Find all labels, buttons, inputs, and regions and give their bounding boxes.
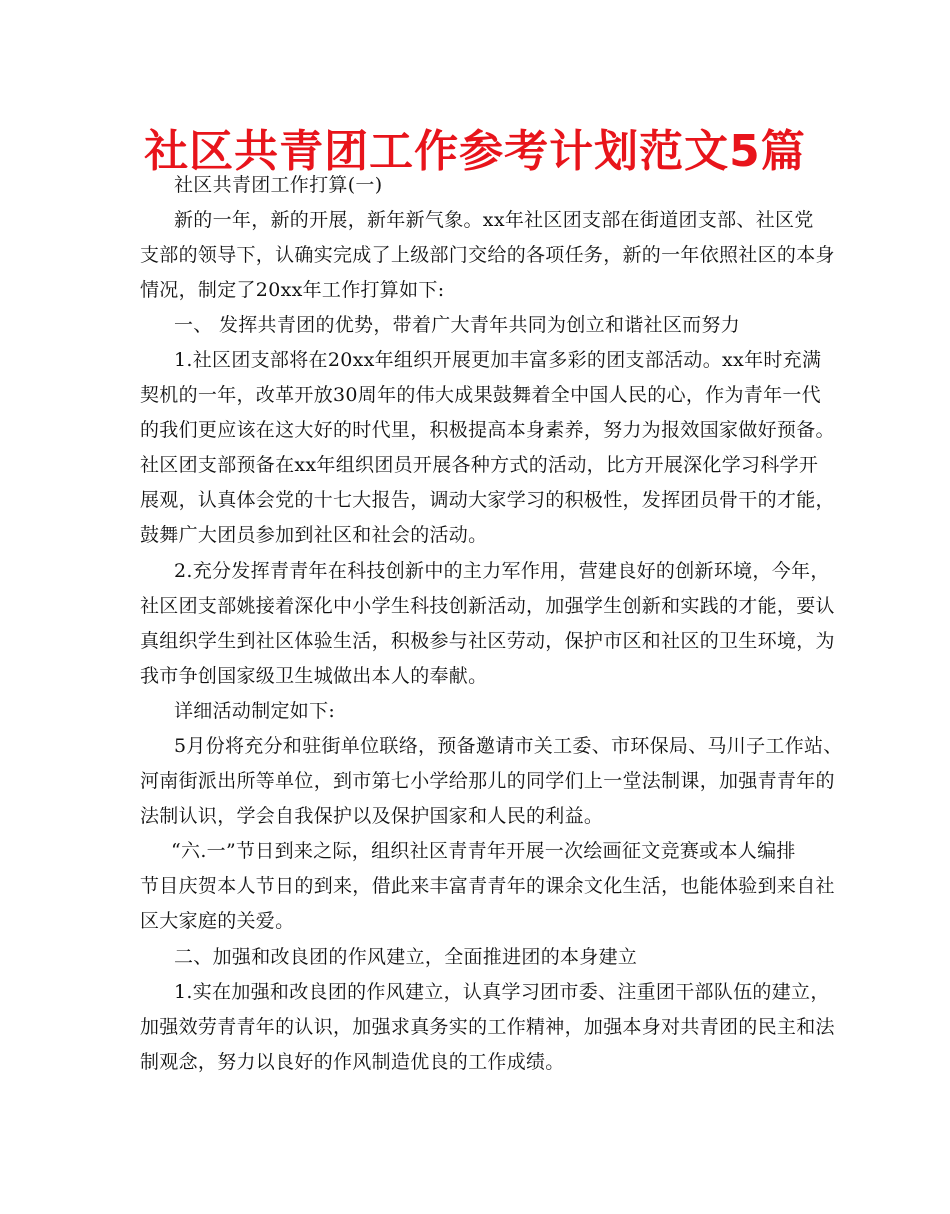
paragraph-line: 的我们更应该在这大好的时代里，积极提高本身素养，努力为报效国家做好预备。 [140, 419, 835, 441]
paragraph-line: “六.一”节日到来之际，组织社区青青年开展一次绘画征文竞赛或本人编排 [171, 840, 796, 862]
paragraph-line: 新的一年，新的开展，新年新气象。xx年社区团支部在街道团支部、社区党 [174, 209, 814, 231]
paragraph-line: 河南街派出所等单位，到市第七小学给那儿的同学们上一堂法制课，加强青青年的 [140, 770, 835, 792]
paragraph-line: 社区团支部姚接着深化中小学生科技创新活动，加强学生创新和实践的才能，要认 [140, 595, 835, 617]
paragraph-line: 5月份将充分和驻街单位联络，预备邀请市关工委、市环保局、马川子工作站、 [174, 735, 843, 757]
paragraph-line: 制观念，努力以良好的作风制造优良的工作成绩。 [140, 1051, 565, 1073]
paragraph-line: 1.实在加强和改良团的作风建立，认真学习团市委、注重团干部队伍的建立， [174, 981, 830, 1003]
paragraph-line: 社区团支部预备在xx年组织团员开展各种方式的活动，比方开展深化学习科学开 [140, 454, 819, 476]
section-heading: 一、 发挥共青团的优势，带着广大青年共同为创立和谐社区而努力 [174, 314, 741, 336]
paragraph-line: 契机的一年，改革开放30周年的伟大成果鼓舞着全中国人民的心，作为青年一代 [140, 384, 821, 406]
paragraph-line: 鼓舞广大团员参加到社区和社会的活动。 [140, 524, 488, 546]
paragraph-line: 法制认识，学会自我保护以及保护国家和人民的利益。 [140, 805, 604, 827]
paragraph-line: 2.充分发挥青青年在科技创新中的主力军作用，营建良好的创新环境，今年， [174, 560, 830, 582]
section-heading: 二、加强和改良团的作风建立，全面推进团的本身建立 [174, 946, 638, 968]
paragraph-line: 情况，制定了20xx年工作打算如下: [140, 279, 445, 301]
paragraph-line: 区大家庭的关爱。 [140, 910, 295, 932]
paragraph-line: 支部的领导下，认确实完成了上级部门交给的各项任务，新的一年依照社区的本身 [140, 244, 835, 266]
document-title: 社区共青团工作参考计划范文5篇 [144, 126, 806, 177]
paragraph-line: 节目庆贺本人节日的到来，借此来丰富青青年的课余文化生活，也能体验到来自社 [140, 875, 835, 897]
paragraph-line: 详细活动制定如下: [174, 700, 336, 722]
paragraph-line: 社区共青团工作打算(一) [174, 174, 383, 196]
paragraph-line: 真组织学生到社区体验生活，积极参与社区劳动，保护市区和社区的卫生环境，为 [140, 630, 835, 652]
paragraph-line: 我市争创国家级卫生城做出本人的奉献。 [140, 665, 488, 687]
paragraph-line: 1.社区团支部将在20xx年组织开展更加丰富多彩的团支部活动。xx年时充满 [174, 349, 822, 371]
paragraph-line: 加强效劳青青年的认识，加强求真务实的工作精神，加强本身对共青团的民主和法 [140, 1016, 835, 1038]
paragraph-line: 展观，认真体会党的十七大报告，调动大家学习的积极性，发挥团员骨干的才能， [140, 489, 835, 511]
